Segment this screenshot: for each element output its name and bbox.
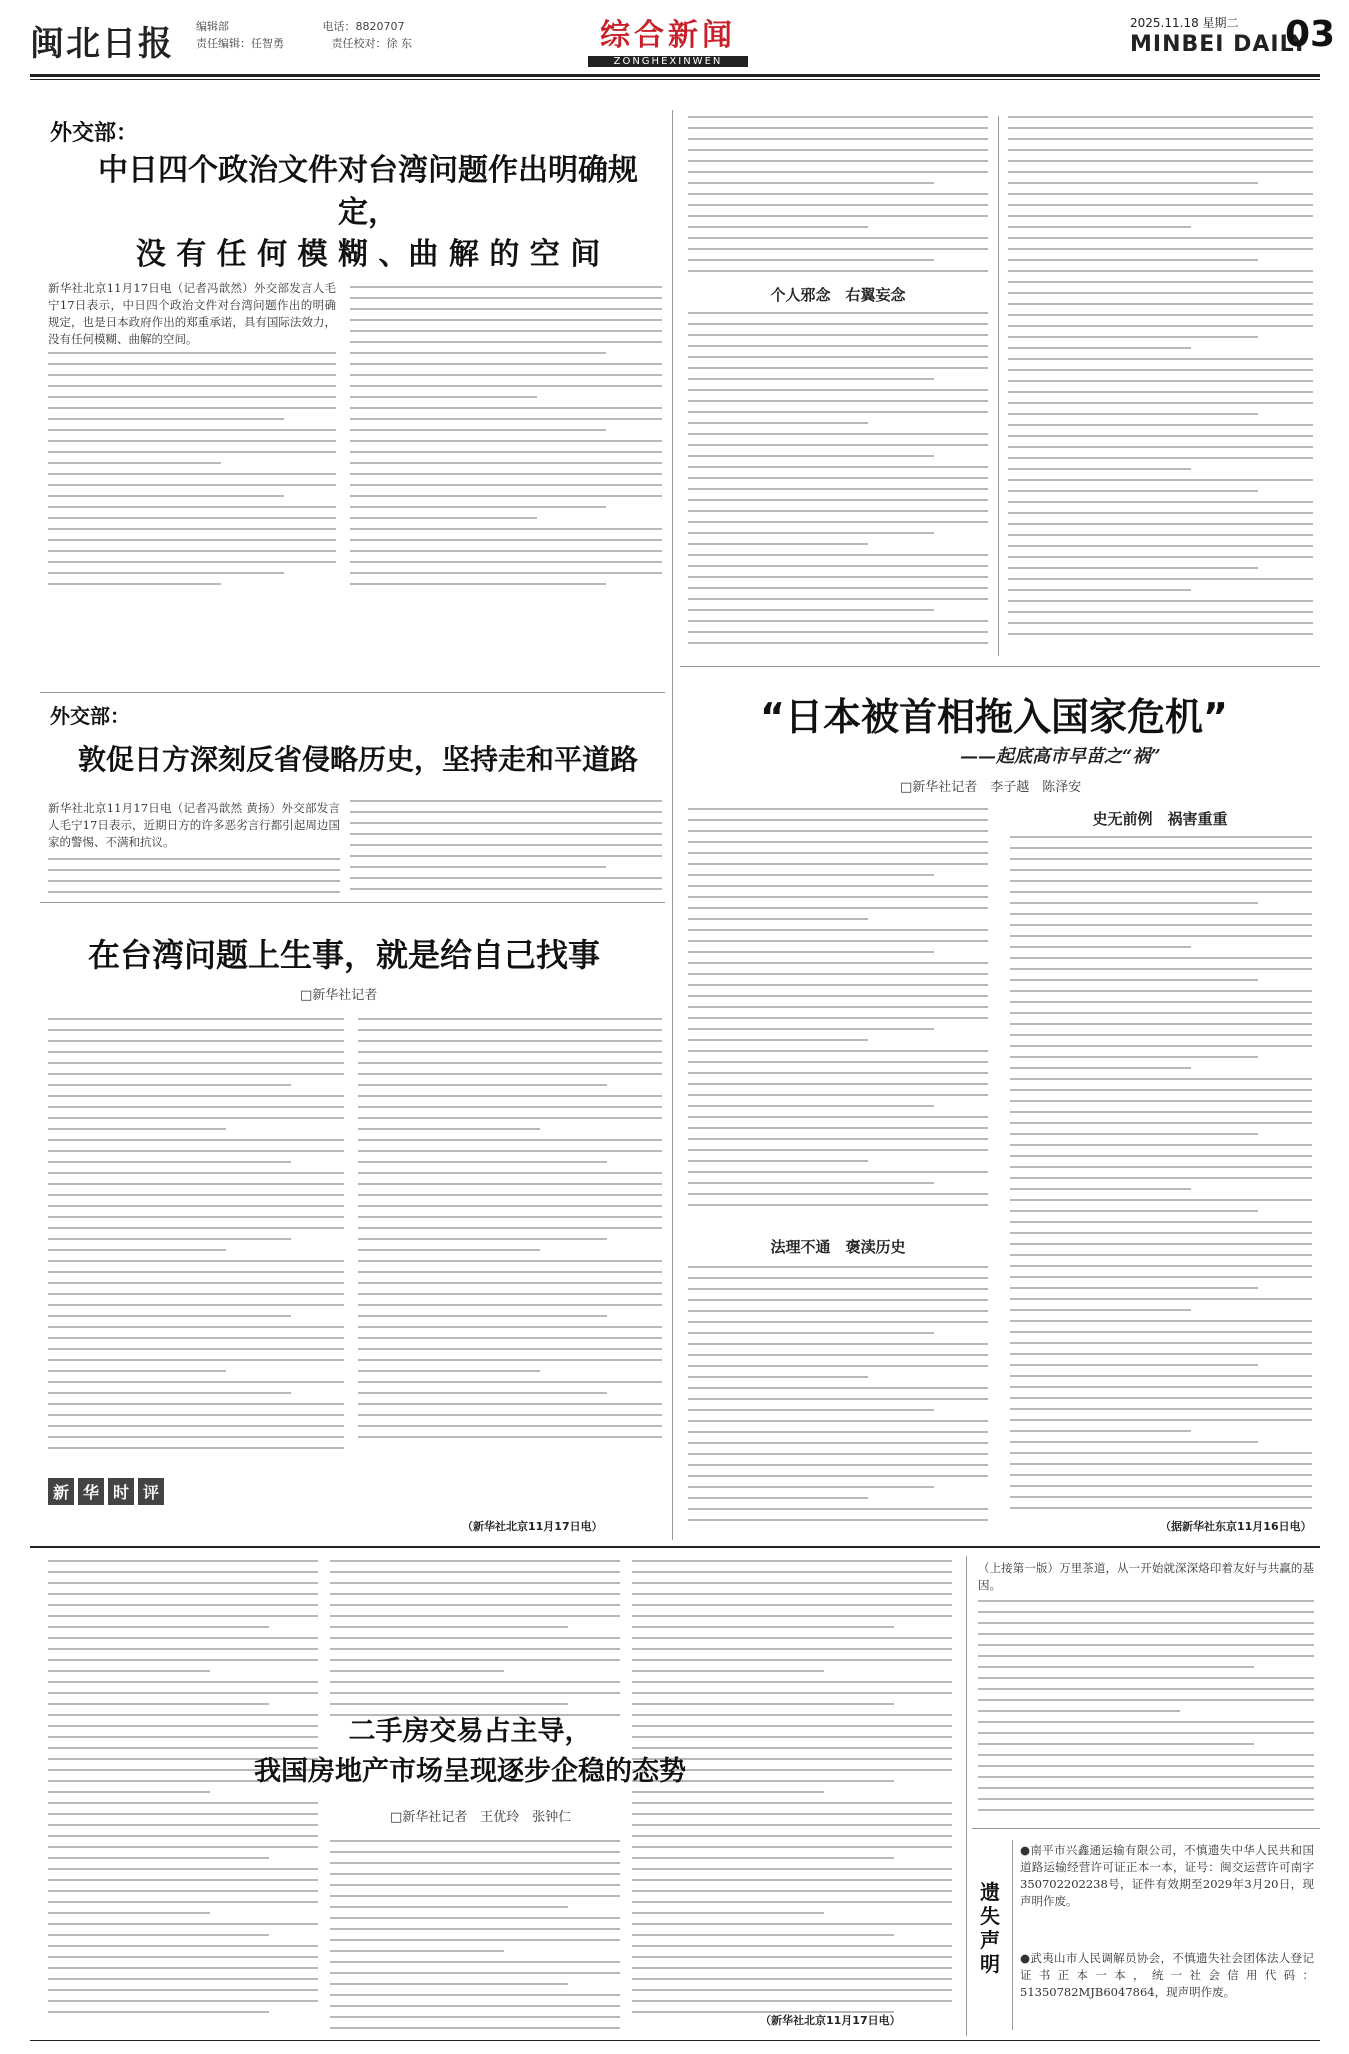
issue-date: 2025.11.18 星期二: [1130, 16, 1239, 30]
feature-subtitle: ——起底高市早苗之“祸”: [960, 746, 1161, 767]
tag-char: 华: [78, 1478, 104, 1505]
phone-number: 8820707: [355, 20, 405, 33]
feature-byline: □新华社记者 李子越 陈泽安: [900, 780, 1082, 795]
article-1-title-line1: 中日四个政治文件对台湾问题作出明确规定，: [98, 153, 638, 230]
feature-subhead-2: 法理不通 褒渎历史: [770, 1238, 906, 1256]
feature-title: “日本被首相拖入国家危机”: [760, 695, 1228, 739]
housing-title-line1: 二手房交易占主导，: [348, 1716, 592, 1747]
article-2-title: 敦促日方深刻反省侵略历史，坚持走和平道路: [78, 743, 639, 776]
section-header: [568, 10, 768, 70]
feature-dateline: （据新华社东京11月16日电）: [1160, 1520, 1312, 1533]
xinhua-commentary-tag: [48, 1478, 164, 1505]
masthead: 闽北日报 编辑部 电话：8820707 责任编辑：任智勇 责任校对：徐 东 综合新闻 ZONGHEXINWEN 2025.11.18 星期二 MINBEI DAILY 03: [30, 10, 1320, 70]
tag-char: 评: [138, 1478, 164, 1505]
feature-subhead-1: 史无前例 祸害重重: [1092, 810, 1228, 828]
article-2-lead: 新华社北京11月17日电（记者冯歆然 黄扬）外交部发言人毛宁17日表示，近期日方的许多恶劣言行都引起周边国家的警惕、不满和抗议。: [48, 801, 340, 849]
phone-label: 电话: [322, 20, 345, 33]
notice-item-2: ●武夷山市人民调解员协会，不慎遗失社会团体法人登记证书正本一本，统一社会信用代码：51350782MJB6047864，现声明作废。: [1020, 1951, 1314, 1999]
section-title: 综合新闻: [600, 18, 736, 53]
article-1-kicker: 外交部：: [50, 121, 139, 146]
editor-label: 编辑部: [196, 20, 229, 33]
tea-lead: （上接第一版）万里茶道，从一开始就深深烙印着友好与共赢的基因。: [978, 1561, 1314, 1592]
article-4-subhead: 个人邪念 右翼妄念: [770, 286, 906, 304]
article-3-byline: □新华社记者: [300, 988, 378, 1003]
section-pinyin: ZONGHEXINWEN: [588, 56, 748, 67]
article-1-title: [88, 150, 648, 276]
daily-name: MINBEI DAILY: [1130, 32, 1309, 57]
notice-label: 遗失声明: [980, 1880, 1000, 1976]
proofreader: 责任校对：徐 东: [331, 37, 412, 50]
tag-char: 新: [48, 1478, 74, 1505]
paper-logo: 闽北日报: [30, 24, 174, 64]
article-3-title: 在台湾问题上生事，就是给自己找事: [88, 936, 601, 974]
housing-title-line2: 我国房地产市场呈现逐步企稳的态势: [254, 1756, 686, 1787]
notice-item-1: ●南平市兴鑫通运输有限公司，不慎遗失中华人民共和国道路运输经营许可证正本一本，证号：闽交运营许可南字350702202238号，证件有效期至2029年3月20日，现声明作废。: [1020, 1843, 1314, 1908]
article-1-title-line2: 没 有 任 何 模 糊 、曲 解 的 空 间: [135, 237, 601, 272]
housing-title: [210, 1712, 730, 1792]
chief-editor: 责任编辑：任智勇: [196, 37, 284, 50]
article-1-lead: 新华社北京11月17日电（记者冯歆然）外交部发言人毛宁17日表示，中日四个政治文件对台湾问题作出的明确规定，也是日本政府作出的郑重承诺，具有国际法效力，没有任何模糊、曲解的空间。: [48, 281, 336, 346]
article-2-kicker: 外交部：: [50, 704, 130, 728]
housing-byline: □新华社记者 王优玲 张钟仁: [390, 1810, 572, 1825]
tag-char: 时: [108, 1478, 134, 1505]
housing-dateline: （新华社北京11月17日电）: [760, 2014, 901, 2027]
article-3-dateline: （新华社北京11月17日电）: [462, 1520, 603, 1533]
page-number: 03: [1285, 14, 1336, 55]
